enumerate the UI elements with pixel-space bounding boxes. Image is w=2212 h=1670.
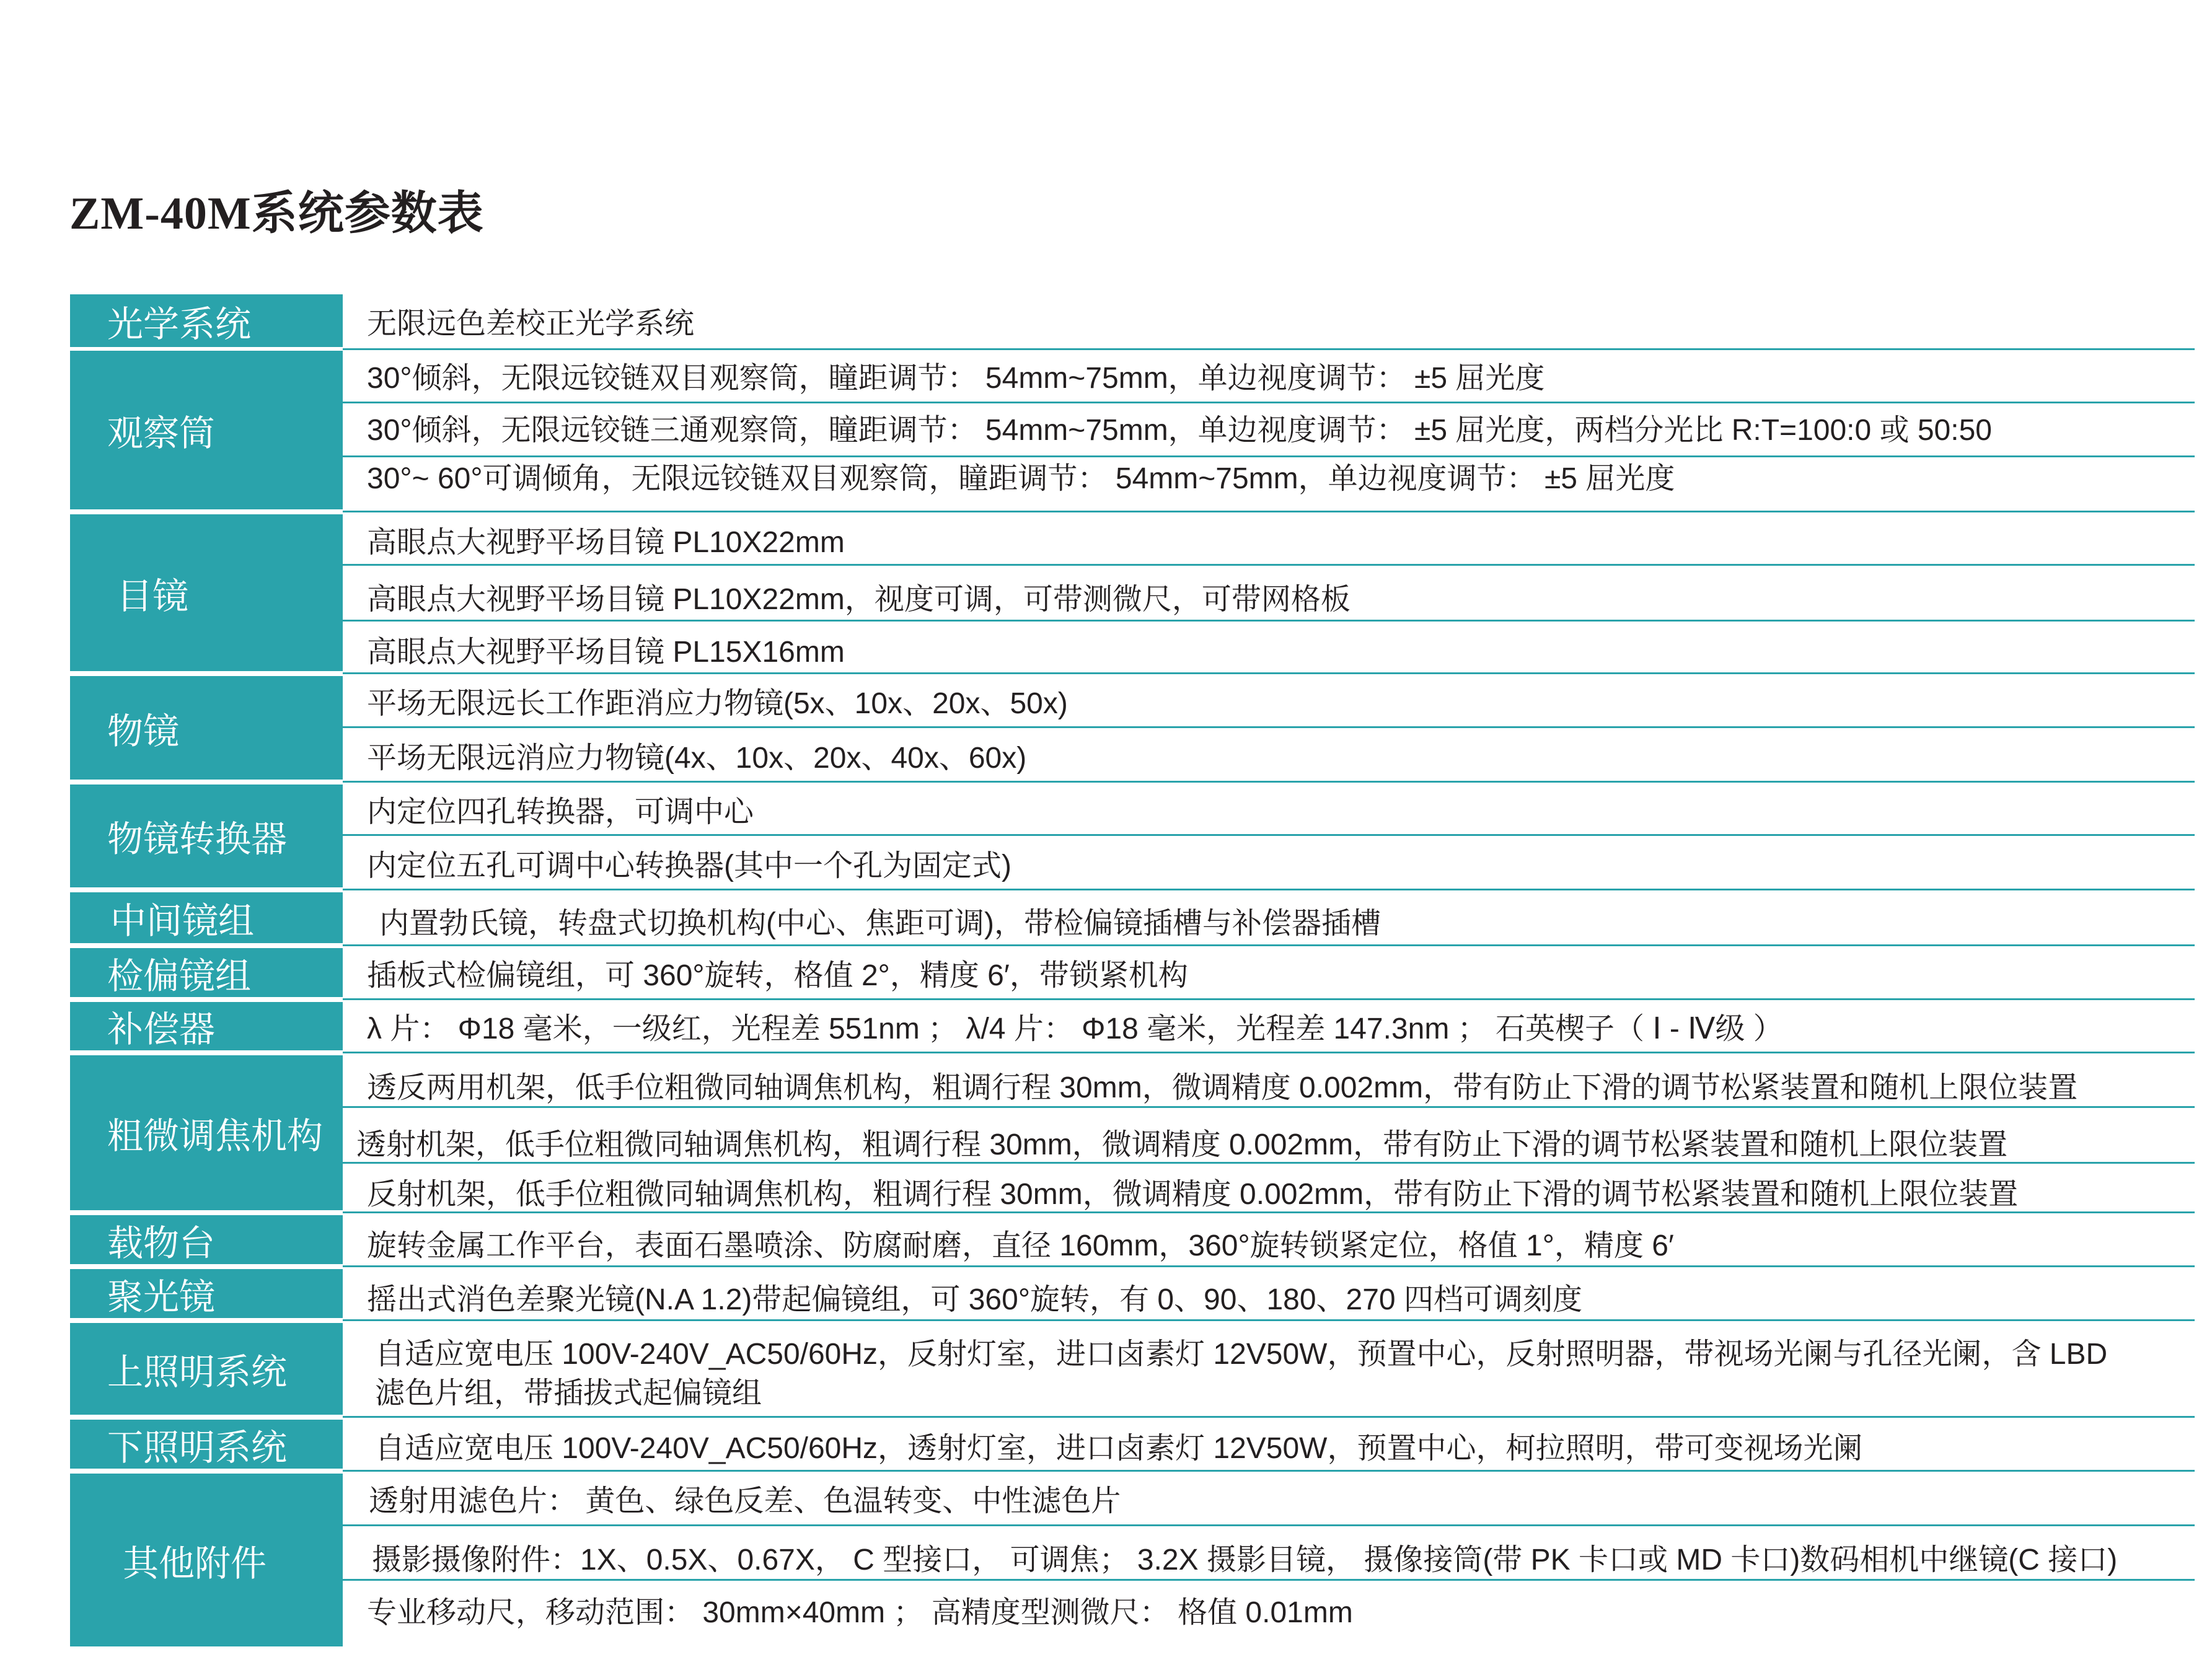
row-divider	[343, 1162, 2195, 1164]
section-label: 补偿器	[70, 1002, 343, 1050]
spec-row: 透反两用机架，低手位粗微同轴调焦机构，粗调行程 30mm，微调精度 0.002mm，带有防止下滑的调节松紧装置和随机上限位装置	[367, 1071, 2078, 1104]
section-label: 其他附件	[70, 1474, 343, 1646]
spec-row: 反射机架，低手位粗微同轴调焦机构，粗调行程 30mm，微调精度 0.002mm，带有防止下滑的调节松紧装置和随机上限位装置	[367, 1178, 2019, 1211]
spec-row: 滤色片组，带插拔式起偏镜组	[375, 1377, 762, 1410]
spec-row: 30°倾斜，无限远铰链三通观察筒，瞳距调节： 54mm~75mm，单边视度调节： ±5 屈光度，两档分光比 R:T=100:0 或 50:50	[367, 414, 1992, 447]
spec-row: 内置勃氏镜，转盘式切换机构(中心、焦距可调)，带检偏镜插槽与补偿器插槽	[379, 907, 1381, 940]
spec-row: 高眼点大视野平场目镜 PL10X22mm	[367, 526, 845, 559]
spec-row: 高眼点大视野平场目镜 PL10X22mm，视度可调，可带测微尺，可带网格板	[367, 583, 1351, 616]
spec-row: 摄影摄像附件：1X、0.5X、0.67X， C 型接口， 可调焦； 3.2X 摄影目镜， 摄像接筒(带 PK 卡口或 MD 卡口)数码相机中继镜(C 接口)	[372, 1544, 2118, 1576]
row-divider	[343, 511, 2195, 512]
section-label: 聚光镜	[70, 1269, 343, 1318]
section-label: 观察筒	[70, 351, 343, 509]
spec-row: 透射机架，低手位粗微同轴调焦机构，粗调行程 30mm，微调精度 0.002mm，带有防止下滑的调节松紧装置和随机上限位装置	[356, 1128, 2008, 1161]
row-divider	[343, 1211, 2195, 1213]
section-label: 检偏镜组	[70, 948, 343, 997]
row-divider	[343, 1265, 2195, 1267]
spec-row: 透射用滤色片： 黄色、绿色反差、色温转变、中性滤色片	[369, 1485, 1121, 1518]
section-label: 下照明系统	[70, 1420, 343, 1469]
spec-row: 30°倾斜，无限远铰链双目观察筒，瞳距调节： 54mm~75mm，单边视度调节： ±5 屈光度	[367, 362, 1545, 395]
spec-row: 30°~ 60°可调倾角，无限远铰链双目观察筒，瞳距调节： 54mm~75mm，单边视度调节： ±5 屈光度	[367, 462, 1675, 495]
spec-row: 自适应宽电压 100V-240V_AC50/60Hz，透射灯室，进口卤素灯 12V50W，预置中心，柯拉照明，带可变视场光阑	[375, 1432, 1863, 1465]
section-label: 中间镜组	[70, 892, 343, 943]
spec-row: 平场无限远消应力物镜(4x、10x、20x、40x、60x)	[367, 742, 1027, 775]
row-divider	[343, 1579, 2195, 1581]
row-divider	[343, 1319, 2195, 1321]
spec-row: 旋转金属工作平台，表面石墨喷涂、防腐耐磨，直径 160mm，360°旋转锁紧定位，格值 1°，精度 6′	[367, 1229, 1674, 1262]
row-divider	[343, 944, 2195, 946]
row-divider	[343, 1052, 2195, 1053]
spec-row: λ 片： Φ18 毫米，一级红，光程差 551nm ； λ/4 片： Φ18 毫米，光程差 147.3nm ； 石英楔子（ Ⅰ - Ⅳ级 ）	[367, 1013, 1783, 1045]
row-divider	[343, 672, 2195, 674]
row-divider	[343, 834, 2195, 836]
spec-row: 专业移动尺，移动范围： 30mm×40mm ； 高精度型测微尺： 格值 0.01mm	[367, 1596, 1353, 1629]
row-divider	[343, 455, 2195, 457]
page-title: ZM-40M系统参数表	[69, 188, 484, 239]
spec-row: 平场无限远长工作距消应力物镜(5x、10x、20x、50x)	[367, 687, 1068, 720]
row-divider	[343, 620, 2195, 622]
row-divider	[343, 1106, 2195, 1108]
row-divider	[343, 402, 2195, 403]
row-divider	[343, 1524, 2195, 1526]
section-label: 光学系统	[70, 294, 343, 347]
section-label: 物镜转换器	[70, 784, 343, 887]
row-divider	[343, 998, 2195, 1000]
spec-row: 插板式检偏镜组，可 360°旋转，格值 2°，精度 6′，带锁紧机构	[367, 959, 1188, 992]
row-divider	[343, 1470, 2195, 1472]
section-label: 载物台	[70, 1215, 343, 1264]
row-divider	[343, 781, 2195, 783]
spec-row: 自适应宽电压 100V-240V_AC50/60Hz，反射灯室，进口卤素灯 12V50W，预置中心，反射照明器，带视场光阑与孔径光阑，含 LBD	[375, 1338, 2108, 1371]
spec-row: 高眼点大视野平场目镜 PL15X16mm	[367, 636, 845, 669]
row-divider	[343, 1416, 2195, 1418]
section-label: 物镜	[70, 676, 343, 780]
spec-row: 内定位五孔可调中心转换器(其中一个孔为固定式)	[367, 850, 1011, 882]
spec-row: 内定位四孔转换器，可调中心	[367, 796, 754, 828]
row-divider	[343, 726, 2195, 728]
spec-row: 无限远色差校正光学系统	[367, 307, 695, 340]
section-label: 上照明系统	[70, 1323, 343, 1415]
spec-row: 摇出式消色差聚光镜(N.A 1.2)带起偏镜组，可 360°旋转，有 0、90、180、270 四档可调刻度	[367, 1283, 1582, 1316]
section-label: 粗微调焦机构	[70, 1055, 343, 1210]
row-divider	[343, 889, 2195, 890]
row-divider	[343, 348, 2195, 350]
section-label: 目镜	[70, 514, 343, 671]
row-divider	[343, 564, 2195, 566]
